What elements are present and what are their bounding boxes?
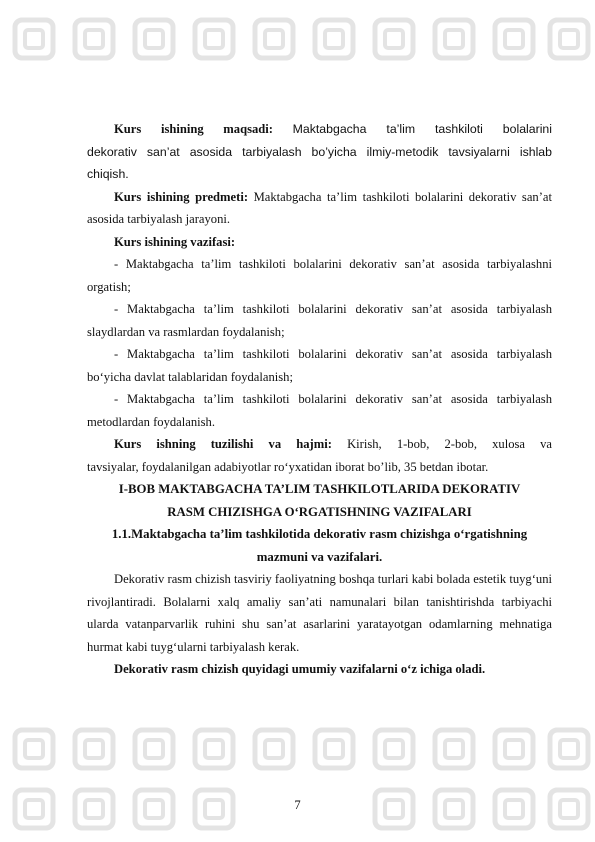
structure-label: Kurs ishning tuzilishi va hajmi:: [114, 437, 332, 451]
chapter-heading-line1: I-BOB MAKTABGACHA TA’LIM TASHKILOTLARIDA DEKORATIV: [118, 482, 521, 496]
structure-text-line2: tavsiyalar, foydalanilgan adabiyotlar ro‘yxatidan iborat bo’lib, 35 betdan ibotar.: [87, 459, 489, 474]
task-item-4: - Maktabgacha ta’lim tashkiloti bolalarini dekorativ san’at asosida tarbiyalash metodlardan foydalanish.: [87, 392, 552, 429]
chapter-heading-line2: RASM CHIZISHGA O‘RGATISHNING VAZIFALARI: [167, 504, 472, 519]
task-item-2: - Maktabgacha ta’lim tashkiloti bolalarini dekorativ san’at asosida tarbiyalash slaydlardan va rasmlardan foydalanish;: [87, 302, 552, 339]
goal-text-line1: Maktabgacha ta’lim tashkiloti bolalarini: [292, 122, 552, 136]
section-heading-line1: 1.1.Maktabgacha ta’lim tashkilotida dekorativ rasm chizishga o‘rgatishning: [111, 527, 528, 541]
subject-label: Kurs ishining predmeti:: [114, 189, 249, 204]
subject-text: Maktabgacha ta’lim tashkiloti bolalarini dekorativ san’at asosida tarbiyalash jarayoni.: [87, 189, 552, 226]
page-number: 7: [294, 798, 301, 812]
task-item-1: - Maktabgacha ta’lim tashkiloti bolalarini dekorativ san’at asosida tarbiyalashni orgatish;: [87, 257, 552, 294]
structure-text-line1: Kirish, 1-bob, 2-bob, xulosa va: [347, 437, 552, 451]
goal-text-line3: chiqish.: [87, 167, 129, 181]
subject-paragraph: [87, 186, 552, 231]
document-page: [87, 118, 552, 681]
goal-label: Kurs ishining maqsadi:: [114, 122, 273, 136]
task-item-3: - Maktabgacha ta’lim tashkiloti bolalarini dekorativ san’at asosida tarbiyalash bo‘yicha davlat talablaridan foydalanish;: [87, 347, 552, 384]
goal-paragraph-line1: [87, 118, 552, 141]
structure-paragraph-line1: [87, 433, 552, 456]
section-heading-line2: mazmuni va vazifalari.: [256, 549, 383, 564]
goal-text-line2: dekorativ san’at asosida tarbiyalash bo’yicha ilmiy-metodik tavsiyalarni ishlab: [87, 144, 552, 159]
body-paragraph: Dekorativ rasm chizish tasviriy faoliyatning boshqa turlari kabi bolada estetik tuyg‘uni rivojlantiradi. Bolalarni xalq amaliy san’ati namunalari bilan tanishtirishda tarbiyachi ularda vatanparvarlik ruhini shu san’at asarlarini yaratayotgan odamlarning mehnatiga hurmat kabi tuyg‘ularni tarbiyalash kerak.: [87, 572, 552, 654]
tasks-label: Kurs ishining vazifasi:: [114, 234, 236, 249]
closing-bold-line: Dekorativ rasm chizish quyidagi umumiy vazifalarni o‘z ichiga oladi.: [114, 662, 486, 676]
